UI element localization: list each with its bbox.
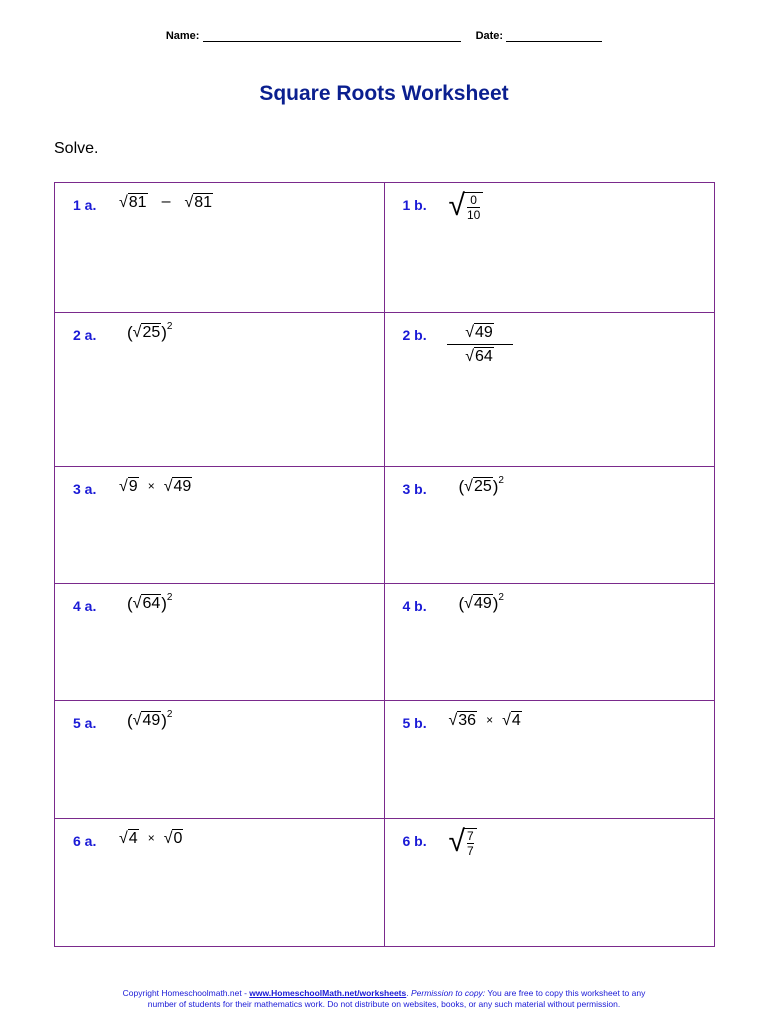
problem-1b: [385, 183, 715, 312]
page-title: Square Roots Worksheet: [259, 82, 509, 105]
radical: √49: [132, 712, 161, 729]
radical: √4: [119, 830, 138, 847]
footer: [0, 988, 768, 1010]
problem-row: [55, 313, 714, 467]
problem-6b: [385, 819, 715, 946]
problem-number: 3 b.: [402, 481, 427, 497]
header: [0, 30, 768, 42]
problem-expression: √4 × √0: [119, 830, 183, 847]
fraction: √49 √64: [447, 323, 513, 366]
radical-fraction: √ $\frac{0}{10}$: [449, 191, 484, 221]
problem-row: [55, 467, 714, 584]
radical: √25: [464, 478, 492, 495]
problem-number: 2 a.: [73, 327, 97, 343]
problem-4b: [385, 584, 715, 700]
problem-5b: [385, 701, 715, 818]
name-field[interactable]: [203, 30, 461, 42]
problem-expression: √36 × √4: [448, 712, 521, 729]
instruction: Solve.: [54, 140, 99, 157]
date-field[interactable]: [506, 30, 602, 42]
problem-expression: [447, 323, 513, 366]
problem-expression: ( √64 ) 2: [127, 592, 173, 613]
problem-number: 4 b.: [402, 598, 427, 614]
problem-row: [55, 819, 714, 946]
problem-number: 1 b.: [402, 197, 427, 213]
problem-number: 6 a.: [73, 833, 97, 849]
problem-expression: ( √25 ) 2: [458, 475, 504, 496]
problem-number: 4 a.: [73, 598, 97, 614]
problem-row: [55, 584, 714, 701]
problem-2a: [55, 313, 385, 466]
radical-fraction: √ $\frac{7}{7}$: [449, 827, 477, 857]
problem-3b: [385, 467, 715, 583]
problem-expression: [449, 827, 477, 857]
radical: √49: [464, 595, 492, 612]
radical: √36: [448, 712, 477, 729]
problem-1a: [55, 183, 385, 312]
footer-line-1: Copyright Homeschoolmath.net - www.HomeschoolMath.net/worksheets. Permission to copy: You are free to copy this worksheet to any: [122, 988, 646, 998]
radical: √25: [132, 324, 161, 341]
name-label: Name:: [165, 30, 200, 42]
problem-5a: [55, 701, 385, 818]
problem-number: 3 a.: [73, 481, 97, 497]
footer-line-2: number of students for their mathematics work. Do not distribute on websites, books, or any such material without permission.: [147, 999, 621, 1009]
problem-number: 1 a.: [73, 197, 97, 213]
problem-6a: [55, 819, 385, 946]
problem-number: 5 b.: [402, 715, 427, 731]
problem-expression: ( √49 ) 2: [127, 709, 173, 730]
problem-4a: [55, 584, 385, 700]
problem-row: [55, 701, 714, 819]
date-label: Date:: [475, 30, 504, 42]
problem-expression: √81 – √81: [119, 193, 213, 211]
radical: √64: [132, 595, 161, 612]
radical: √4: [502, 712, 521, 729]
problem-expression: [449, 191, 484, 221]
radical: √81: [119, 194, 147, 211]
radical: √81: [184, 194, 213, 211]
problem-3a: [55, 467, 385, 583]
radical: √0: [163, 830, 183, 847]
problem-expression: √9 × √49: [119, 478, 192, 495]
problem-row: [55, 183, 714, 313]
problem-2b: [385, 313, 715, 466]
problem-number: 2 b.: [402, 327, 427, 343]
problem-number: 5 a.: [73, 715, 97, 731]
worksheets-link[interactable]: www.HomeschoolMath.net/worksheets: [249, 988, 407, 998]
problem-expression: ( √25 ) 2: [127, 321, 173, 342]
problem-expression: ( √49 ) 2: [458, 592, 504, 613]
radical: √9: [119, 478, 138, 495]
radical: √49: [163, 478, 192, 495]
problem-number: 6 b.: [402, 833, 427, 849]
problem-grid: [54, 182, 715, 947]
